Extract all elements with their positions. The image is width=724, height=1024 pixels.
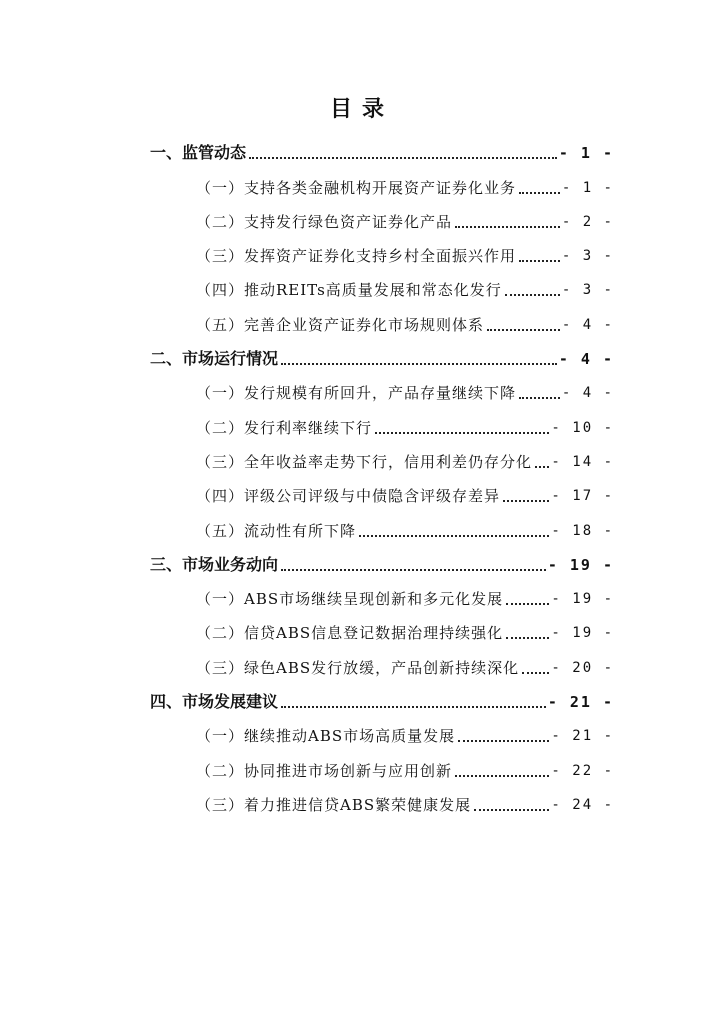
toc-entry[interactable] xyxy=(150,130,614,164)
toc-page-number: - 19 - xyxy=(551,591,614,608)
toc-entry-label: （四）推动REITs高质量发展和常态化发行 xyxy=(196,281,502,300)
toc-entry[interactable] xyxy=(150,576,614,610)
toc-entry[interactable] xyxy=(150,473,614,507)
toc-page-number: - 21 - xyxy=(551,728,614,745)
toc-entry-label: （三）着力推进信贷ABS繁荣健康发展 xyxy=(196,795,472,814)
toc-dot-leader xyxy=(487,319,560,331)
toc-entry-label: （五）完善企业资产证券化市场规则体系 xyxy=(196,315,485,334)
toc-dot-leader xyxy=(375,422,549,434)
toc-entry-label: （二）协同推进市场创新与应用创新 xyxy=(196,761,453,780)
toc-entry-label: 四、市场发展建议 xyxy=(150,692,279,712)
toc-dot-leader xyxy=(249,147,557,159)
toc-entry-label: （三）绿色ABS发行放缓，产品创新持续深化 xyxy=(196,658,520,677)
toc-title: 目录 xyxy=(329,97,394,122)
toc-page-number: - 18 - xyxy=(551,522,614,539)
toc-page-number: - 20 - xyxy=(551,659,614,676)
toc-entry-label: （一）发行规模有所回升，产品存量继续下降 xyxy=(196,384,517,403)
toc-page-number: - 21 - xyxy=(547,693,614,712)
toc-list xyxy=(150,130,614,816)
toc-entry[interactable] xyxy=(150,644,614,678)
toc-dot-leader xyxy=(519,182,560,194)
toc-entry-label: 三、市场业务动向 xyxy=(150,554,279,574)
toc-page-number: - 2 - xyxy=(561,213,614,230)
toc-page-number: - 19 - xyxy=(547,555,614,574)
toc-page-number: - 1 - xyxy=(558,144,614,163)
toc-entry[interactable] xyxy=(150,199,614,233)
toc-entry[interactable] xyxy=(150,507,614,541)
toc-entry-label: （五）流动性有所下降 xyxy=(196,521,357,540)
toc-entry[interactable] xyxy=(150,679,614,713)
toc-entry[interactable] xyxy=(150,336,614,370)
toc-dot-leader xyxy=(455,216,560,228)
toc-entry[interactable] xyxy=(150,439,614,473)
toc-page-number: - 14 - xyxy=(551,453,614,470)
toc-dot-leader xyxy=(535,456,549,468)
toc-dot-leader xyxy=(281,353,557,365)
toc-entry[interactable] xyxy=(150,542,614,576)
toc-entry[interactable] xyxy=(150,301,614,335)
toc-dot-leader xyxy=(519,387,560,399)
toc-entry-label: （三）全年收益率走势下行，信用利差仍存分化 xyxy=(196,452,533,471)
toc-entry[interactable] xyxy=(150,713,614,747)
toc-entry[interactable] xyxy=(150,404,614,438)
toc-page-number: - 3 - xyxy=(561,248,614,265)
toc-page-number: - 4 - xyxy=(561,385,614,402)
toc-entry-label: 二、市场运行情况 xyxy=(150,349,279,369)
toc-entry-label: （二）支持发行绿色资产证券化产品 xyxy=(196,212,453,231)
toc-page-number: - 17 - xyxy=(551,488,614,505)
toc-dot-leader xyxy=(505,284,560,296)
toc-page-number: - 4 - xyxy=(561,316,614,333)
toc-dot-leader xyxy=(506,627,549,639)
toc-entry-label: （四）评级公司评级与中债隐含评级存差异 xyxy=(196,487,501,506)
toc-entry-label: （一）支持各类金融机构开展资产证券化业务 xyxy=(196,178,517,197)
toc-dot-leader xyxy=(522,662,549,674)
toc-entry[interactable] xyxy=(150,610,614,644)
toc-entry-label: （二）发行利率继续下行 xyxy=(196,418,373,437)
toc-page-number: - 4 - xyxy=(558,350,614,369)
toc-dot-leader xyxy=(474,799,549,811)
toc-dot-leader xyxy=(503,490,549,502)
toc-entry[interactable] xyxy=(150,782,614,816)
toc-dot-leader xyxy=(281,559,546,571)
toc-dot-leader xyxy=(359,525,549,537)
toc-entry-label: （二）信贷ABS信息登记数据治理持续强化 xyxy=(196,624,504,643)
toc-entry[interactable] xyxy=(150,747,614,781)
toc-page-number: - 10 - xyxy=(551,419,614,436)
toc-entry-label: （一）继续推动ABS市场高质量发展 xyxy=(196,727,456,746)
toc-page-number: - 1 - xyxy=(561,179,614,196)
toc-page-number: - 22 - xyxy=(551,762,614,779)
toc-page-number: - 3 - xyxy=(561,282,614,299)
toc-dot-leader xyxy=(506,593,549,605)
toc-entry-label: （一）ABS市场继续呈现创新和多元化发展 xyxy=(196,590,504,609)
toc-entry-label: 一、监管动态 xyxy=(150,143,247,163)
toc-entry[interactable] xyxy=(150,164,614,198)
toc-page-number: - 19 - xyxy=(551,625,614,642)
toc-entry[interactable] xyxy=(150,370,614,404)
toc-dot-leader xyxy=(458,730,549,742)
toc-entry-label: （三）发挥资产证券化支持乡村全面振兴作用 xyxy=(196,247,517,266)
toc-entry[interactable] xyxy=(150,233,614,267)
toc-dot-leader xyxy=(281,696,546,708)
toc-dot-leader xyxy=(455,765,549,777)
toc-page-number: - 24 - xyxy=(551,796,614,813)
toc-dot-leader xyxy=(519,250,560,262)
toc-entry[interactable] xyxy=(150,267,614,301)
